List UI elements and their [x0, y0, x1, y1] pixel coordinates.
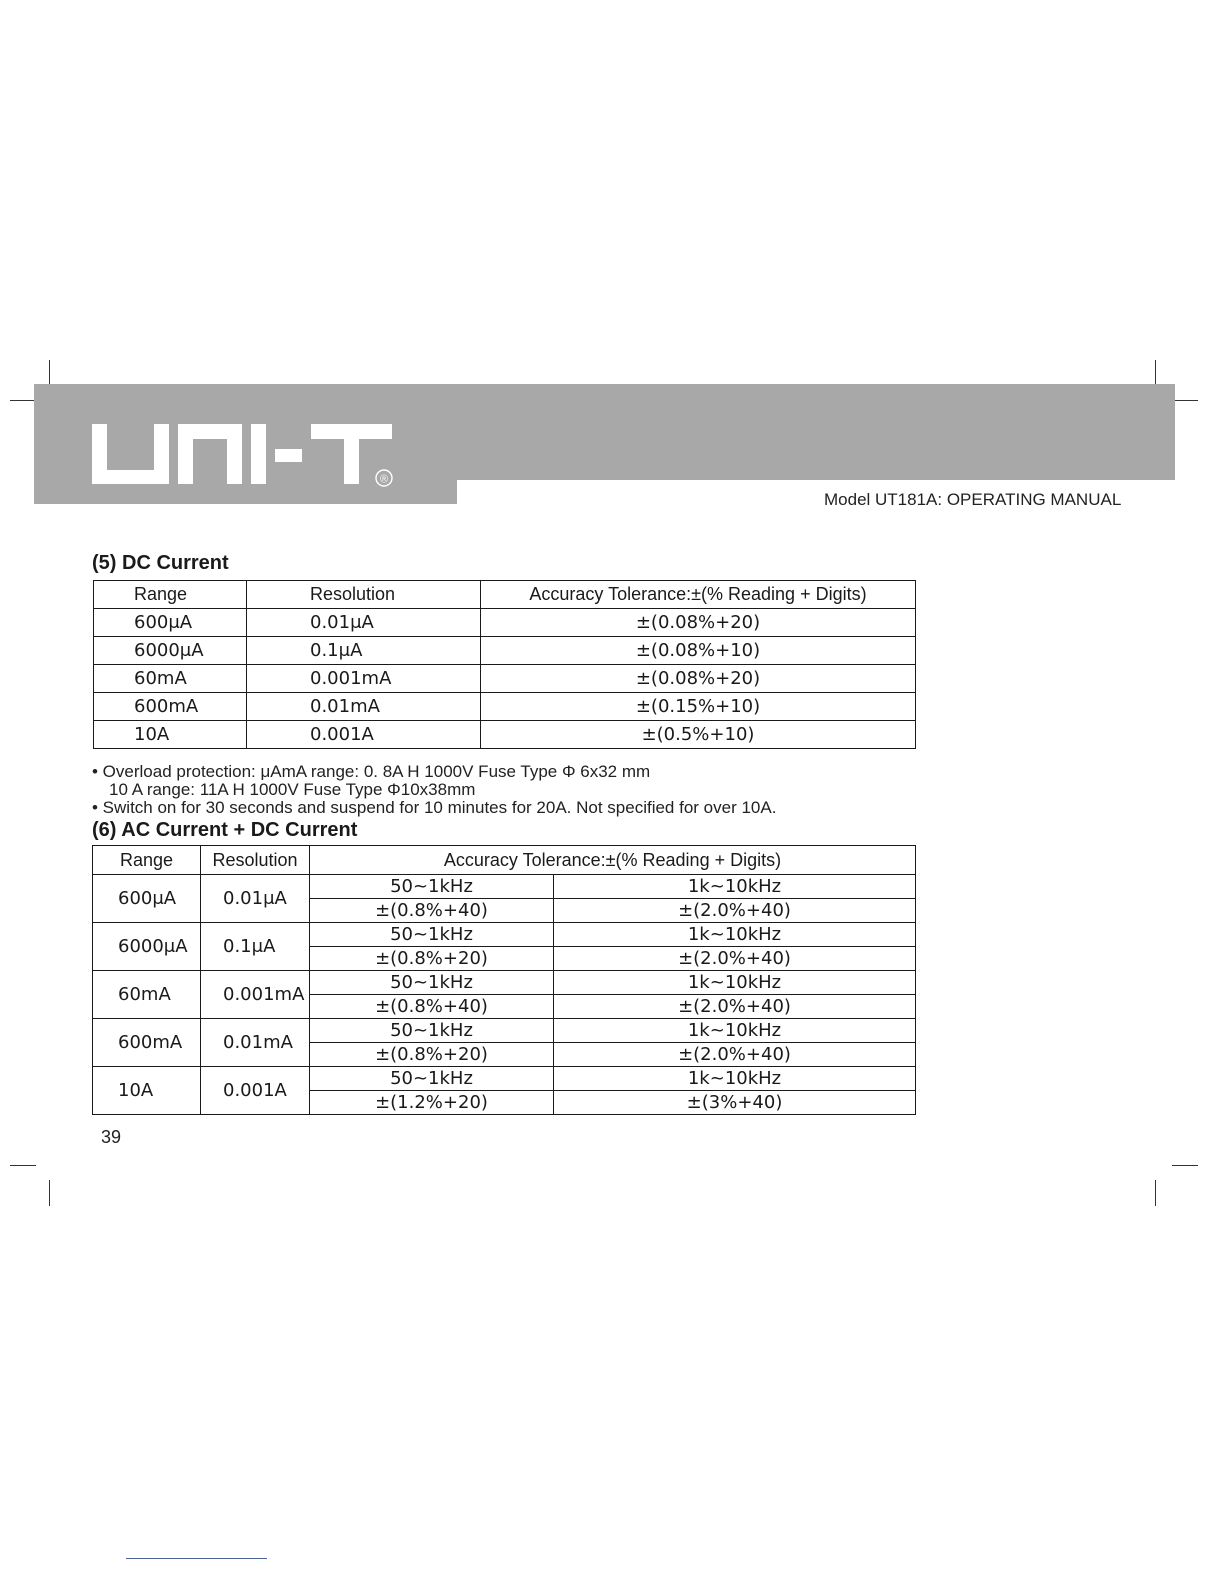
band-high-cell: 1k~10kHz	[554, 1019, 916, 1043]
table-row	[94, 693, 916, 721]
header-resolution: Resolution	[201, 846, 310, 875]
accuracy-high-cell: ±(2.0%+40)	[554, 947, 916, 971]
resolution-cell: 0.001A	[247, 721, 481, 749]
header-accuracy: Accuracy Tolerance:±(% Reading + Digits)	[481, 581, 916, 609]
table-row	[93, 971, 916, 995]
range-cell: 10A	[94, 721, 247, 749]
accuracy-cell: ±(0.08%+20)	[481, 665, 916, 693]
resolution-cell: 0.001A	[201, 1067, 310, 1115]
table-row	[94, 721, 916, 749]
band-low-cell: 50~1kHz	[310, 1019, 554, 1043]
accuracy-cell: ±(0.15%+10)	[481, 693, 916, 721]
range-cell: 600mA	[93, 1019, 201, 1067]
footer-rule	[126, 1558, 267, 1559]
band-high-cell: 1k~10kHz	[554, 1067, 916, 1091]
note-line: • Overload protection: μAmA range: 0. 8A H 1000V Fuse Type Φ 6x32 mm	[92, 762, 651, 781]
header-resolution: Resolution	[247, 581, 481, 609]
table-row	[94, 637, 916, 665]
resolution-cell: 0.01μA	[247, 609, 481, 637]
accuracy-low-cell: ±(0.8%+20)	[310, 1043, 554, 1067]
crop-mark	[1155, 360, 1156, 386]
band-high-cell: 1k~10kHz	[554, 971, 916, 995]
range-cell: 600mA	[94, 693, 247, 721]
section-title-dc-current: (5) DC Current	[92, 552, 229, 574]
band-high-cell: 1k~10kHz	[554, 875, 916, 899]
header-range: Range	[93, 846, 201, 875]
crop-mark	[10, 400, 36, 401]
range-cell: 600μA	[94, 609, 247, 637]
table-row	[93, 1067, 916, 1091]
resolution-cell: 0.01μA	[201, 875, 310, 923]
accuracy-high-cell: ±(2.0%+40)	[554, 899, 916, 923]
accuracy-low-cell: ±(0.8%+20)	[310, 947, 554, 971]
brand-logo	[92, 422, 402, 486]
header-range: Range	[94, 581, 247, 609]
crop-mark	[1172, 400, 1198, 401]
header-accuracy: Accuracy Tolerance:±(% Reading + Digits)	[310, 846, 916, 875]
resolution-cell: 0.01mA	[247, 693, 481, 721]
table-header-row	[93, 846, 916, 875]
svg-text:®: ®	[379, 473, 389, 486]
table-row	[94, 609, 916, 637]
accuracy-low-cell: ±(0.8%+40)	[310, 899, 554, 923]
crop-mark	[1155, 1180, 1156, 1206]
table-row	[94, 665, 916, 693]
accuracy-cell: ±(0.08%+10)	[481, 637, 916, 665]
range-cell: 10A	[93, 1067, 201, 1115]
table-row	[93, 923, 916, 947]
range-cell: 6000μA	[93, 923, 201, 971]
accuracy-high-cell: ±(3%+40)	[554, 1091, 916, 1115]
note-line: • Switch on for 30 seconds and suspend for 10 minutes for 20A. Not specified for over 10A.	[92, 798, 777, 817]
band-low-cell: 50~1kHz	[310, 875, 554, 899]
accuracy-low-cell: ±(1.2%+20)	[310, 1091, 554, 1115]
range-cell: 6000μA	[94, 637, 247, 665]
band-low-cell: 50~1kHz	[310, 923, 554, 947]
range-cell: 60mA	[94, 665, 247, 693]
range-cell: 60mA	[93, 971, 201, 1019]
resolution-cell: 0.1μA	[247, 637, 481, 665]
table-header-row	[94, 581, 916, 609]
band-high-cell: 1k~10kHz	[554, 923, 916, 947]
uni-t-logo-icon	[92, 422, 402, 488]
band-low-cell: 50~1kHz	[310, 971, 554, 995]
resolution-cell: 0.1μA	[201, 923, 310, 971]
manual-title: Model UT181A: OPERATING MANUAL	[824, 490, 1122, 509]
band-low-cell: 50~1kHz	[310, 1067, 554, 1091]
accuracy-cell: ±(0.08%+20)	[481, 609, 916, 637]
page-number: 39	[101, 1127, 122, 1147]
table-row	[93, 1019, 916, 1043]
resolution-cell: 0.001mA	[201, 971, 310, 1019]
accuracy-low-cell: ±(0.8%+40)	[310, 995, 554, 1019]
section-title-ac-dc-current: (6) AC Current + DC Current	[92, 819, 358, 841]
resolution-cell: 0.001mA	[247, 665, 481, 693]
crop-mark	[10, 1165, 36, 1166]
crop-mark	[49, 1180, 50, 1206]
accuracy-cell: ±(0.5%+10)	[481, 721, 916, 749]
crop-mark	[1172, 1165, 1198, 1166]
resolution-cell: 0.01mA	[201, 1019, 310, 1067]
range-cell: 600μA	[93, 875, 201, 923]
notes-block	[92, 763, 776, 817]
accuracy-high-cell: ±(2.0%+40)	[554, 995, 916, 1019]
crop-mark	[49, 360, 50, 386]
note-line: 10 A range: 11A H 1000V Fuse Type Φ10x38mm	[109, 780, 476, 799]
accuracy-high-cell: ±(2.0%+40)	[554, 1043, 916, 1067]
dc-current-table	[93, 580, 916, 749]
table-row	[93, 875, 916, 899]
ac-dc-current-table	[92, 845, 916, 1115]
